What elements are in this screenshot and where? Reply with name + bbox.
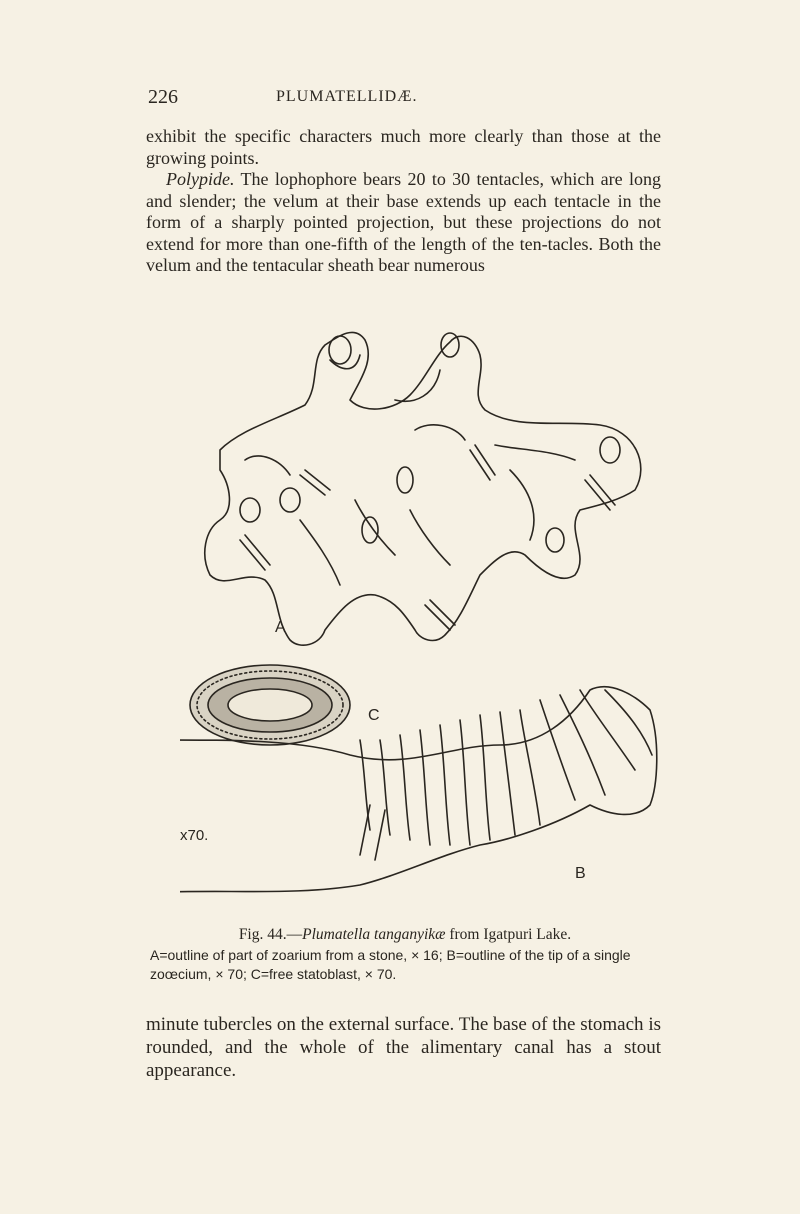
polypide-label: Polypide. [166, 169, 235, 189]
figure-label-c: C [368, 707, 380, 724]
polypide-text: The lophophore bears 20 to 30 tentacles, which are long and slender; the velum at their base extends up each tentacle in the form of a sharply pointed projection, but these projections do not extend for more than one-fifth of the length of the ten-tacles. Both the velum and the tentacular sheath bear numerous [146, 169, 661, 275]
running-head [148, 86, 688, 110]
figure-label-b: B [575, 865, 586, 882]
caption-suffix: from Igatpuri Lake. [445, 926, 572, 943]
section-title: PLUMATELLIDÆ. [276, 88, 418, 105]
caption-species: Plumatella tanganyikæ [302, 926, 446, 943]
page-number: 226 [148, 86, 178, 108]
figure-44-illustration [180, 300, 660, 900]
paragraph-polypide [146, 169, 661, 277]
caption-prefix: Fig. 44.— [238, 926, 303, 943]
figure-label-a: A [275, 619, 286, 636]
magnification-label: x70. [180, 827, 209, 844]
paragraph-tubercles: minute tubercles on the external surface. The base of the stomach is rounded, and the whole of the alimentary canal has a stout appearance. [146, 1014, 661, 1081]
statoblast-c [190, 665, 350, 745]
zoarium-outline-a [205, 332, 641, 645]
figure-caption-title [150, 925, 660, 944]
body-text-bottom [146, 1013, 661, 1082]
body-text-top [146, 126, 661, 277]
paragraph-growing-points: exhibit the specific characters much more clearly than those at the growing points. [146, 126, 661, 168]
figure-caption-body: A=outline of part of zoarium from a stone, × 16; B=outline of the tip of a single zoœcium, × 70; C=free statoblast, × 70. [150, 947, 631, 982]
